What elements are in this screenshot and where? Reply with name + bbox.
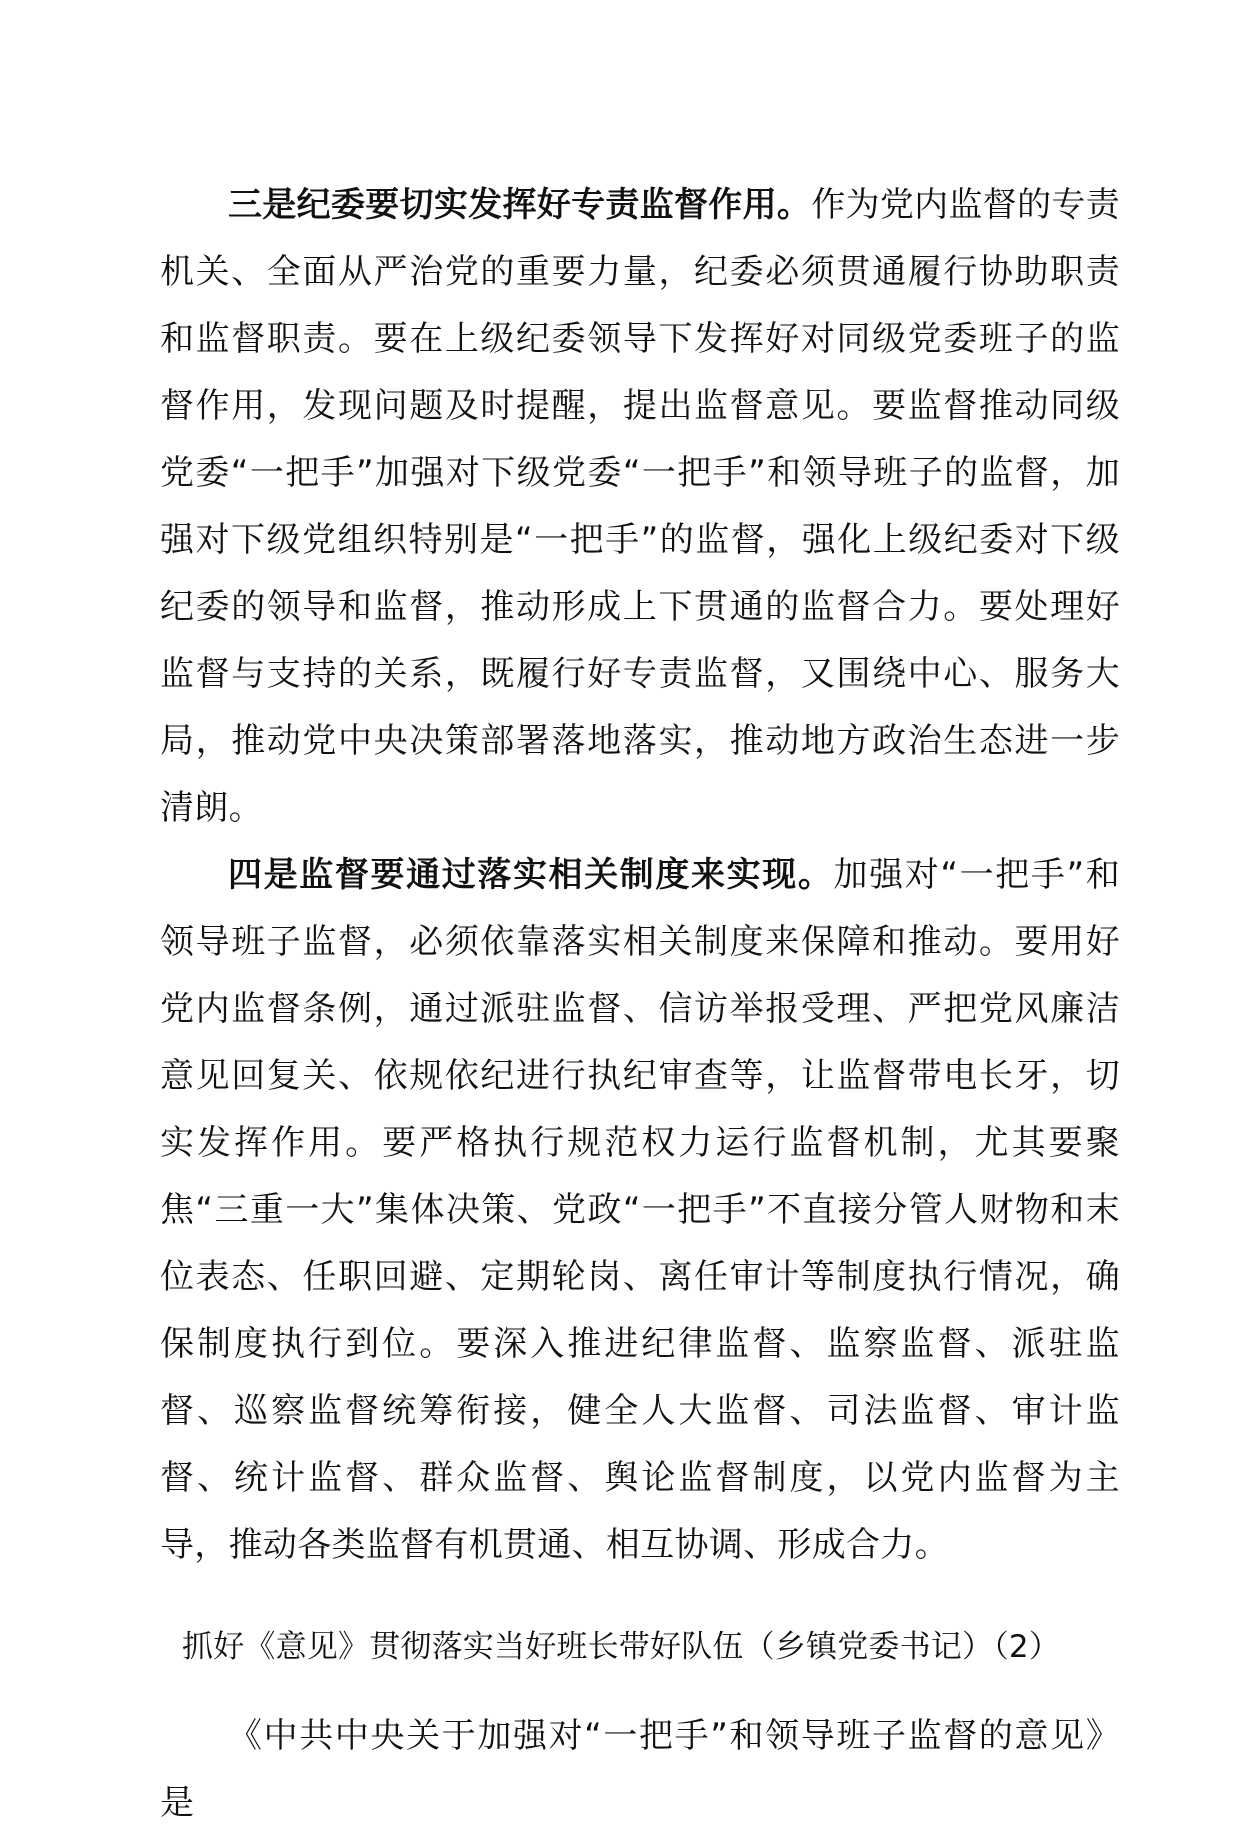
document-page bbox=[160, 172, 1120, 1837]
paragraph-body: 作为党内监督的专责机关、全面从严治党的重要力量，纪委必须贯通履行协助职责和监督职责。要在上级纪委领导下发挥好对同级党委班子的监督作用，发现问题及时提醒，提出监督意见。要监督推动同级党委“一把手”加强对下级党委“一把手”和领导班子的监督，加强对下级党组织特别是“一把手”的监督，强化上级纪委对下级纪委的领导和监督，推动形成上下贯通的监督合力。要处理好监督与支持的关系，既履行好专责监督，又围绕中心、服务大局，推动党中央决策部署落地落实，推动地方政治生态进一步清朗。 bbox=[160, 185, 1120, 828]
paragraph-lead-bold: 三是纪委要切实发挥好专责监督作用。 bbox=[228, 185, 812, 225]
paragraph-body: 加强对“一把手”和领导班子监督，必须依靠落实相关制度来保障和推动。要用好党内监督条例，通过派驻监督、信访举报受理、严把党风廉洁意见回复关、依规依纪进行执纪审查等，让监督带电长牙，切实发挥作用。要严格执行规范权力运行监督机制，尤其要聚焦“三重一大”集体决策、党政“一把手”不直接分管人财物和末位表态、任职回避、定期轮岗、离任审计等制度执行情况，确保制度执行到位。要深入推进纪律监督、监察监督、派驻监督、巡察监督统筹衔接，健全人大监督、司法监督、审计监督、统计监督、群众监督、舆论监督制度，以党内监督为主导，推动各类监督有机贯通、相互协调、形成合力。 bbox=[160, 855, 1120, 1565]
paragraph-lead-bold: 四是监督要通过落实相关制度来实现。 bbox=[228, 855, 834, 895]
section-title: 抓好《意见》贯彻落实当好班长带好队伍（乡镇党委书记）（2） bbox=[182, 1629, 1061, 1665]
paragraph-opening: 《中共中央关于加强对“一把手”和领导班子监督的意见》是 bbox=[160, 1716, 1120, 1823]
paragraph-institutions bbox=[160, 842, 1120, 1579]
paragraph-supervision-role bbox=[160, 172, 1120, 842]
